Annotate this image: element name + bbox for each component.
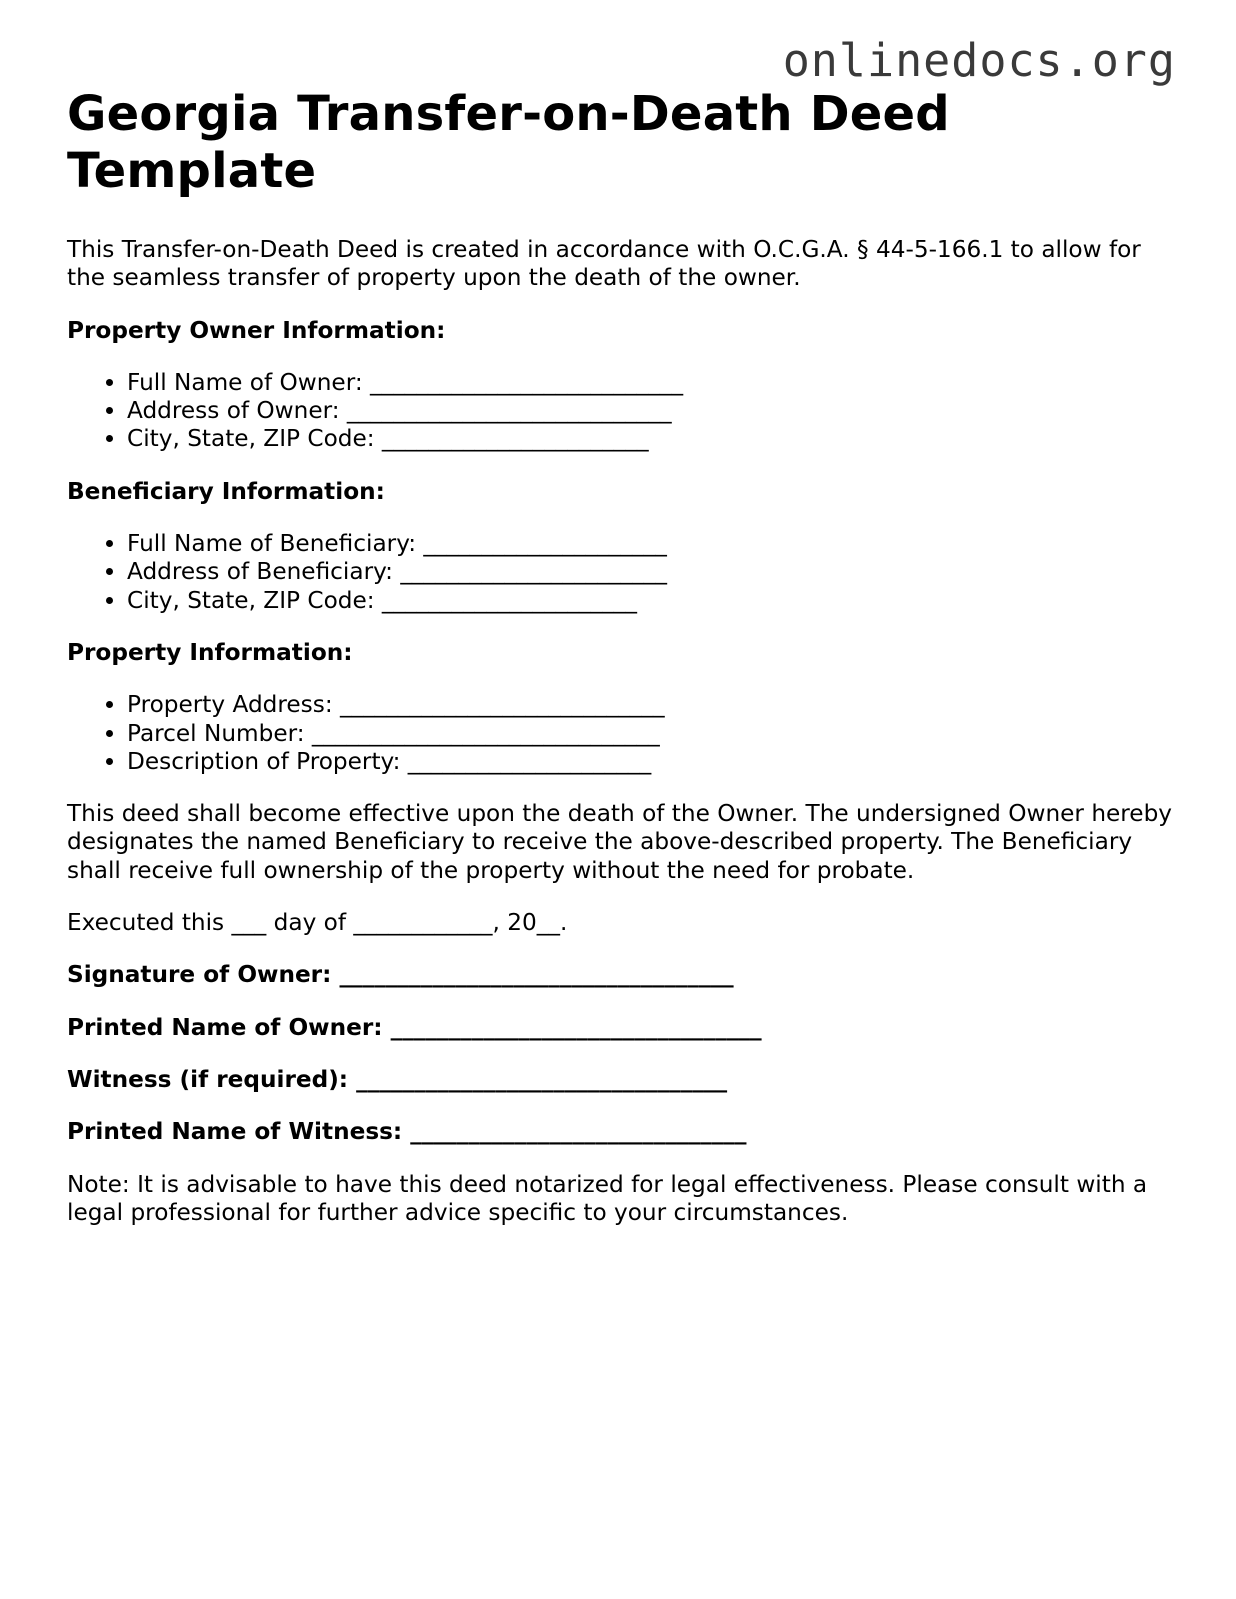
executed-line: Executed this ___ day of ____________, 20__. [67,909,568,937]
printed-name-of-witness-line: Printed Name of Witness: _____________________________ [67,1118,747,1146]
owner-section-heading: Property Owner Information: [67,316,446,344]
document-page [67,86,1177,1227]
property-description-field: • Description of Property: _____________________ [127,748,1177,776]
property-section-heading: Property Information: [67,638,353,666]
note-paragraph: Note: It is advisable to have this deed notarized for legal effectiveness. Please consult with a legal professional for further advice specific to your circumstances. [67,1170,1148,1226]
owner-city-state-zip-field: • City, State, ZIP Code: _______________________ [127,425,1177,453]
owner-full-name-field: • Full Name of Owner: ___________________________ [127,369,1177,397]
property-info-list [67,691,1177,776]
owner-info-list [67,369,1177,454]
witness-line: Witness (if required): ________________________________ [67,1065,728,1093]
parcel-number-field: • Parcel Number: ______________________________ [127,720,1177,748]
effective-paragraph: This deed shall become effective upon the death of the Owner. The undersigned Owner hereby designates the named Beneficiary to receive the above-described property. The Beneficiary shall receive full ownership of the property without the need for probate. [67,800,1173,884]
printed-name-of-owner-line: Printed Name of Owner: ________________________________ [67,1013,762,1041]
intro-paragraph: This Transfer-on-Death Deed is created in accordance with O.C.G.A. § 44-5-166.1 to allow for the seamless transfer of property upon the death of the owner. [67,236,1141,292]
owner-address-field: • Address of Owner: ____________________________ [127,397,1177,425]
signature-of-owner-line: Signature of Owner: __________________________________ [67,961,734,989]
beneficiary-info-list [67,530,1177,615]
property-address-field: • Property Address: ____________________________ [127,691,1177,719]
watermark: onlinedocs.org [782,34,1176,87]
beneficiary-address-field: • Address of Beneficiary: _______________________ [127,558,1177,586]
beneficiary-full-name-field: • Full Name of Beneficiary: _____________________ [127,530,1177,558]
beneficiary-city-state-zip-field: • City, State, ZIP Code: ______________________ [127,587,1177,615]
beneficiary-section-heading: Beneficiary Information: [67,477,385,505]
document-title: Georgia Transfer-on-Death Deed Template [67,86,950,199]
